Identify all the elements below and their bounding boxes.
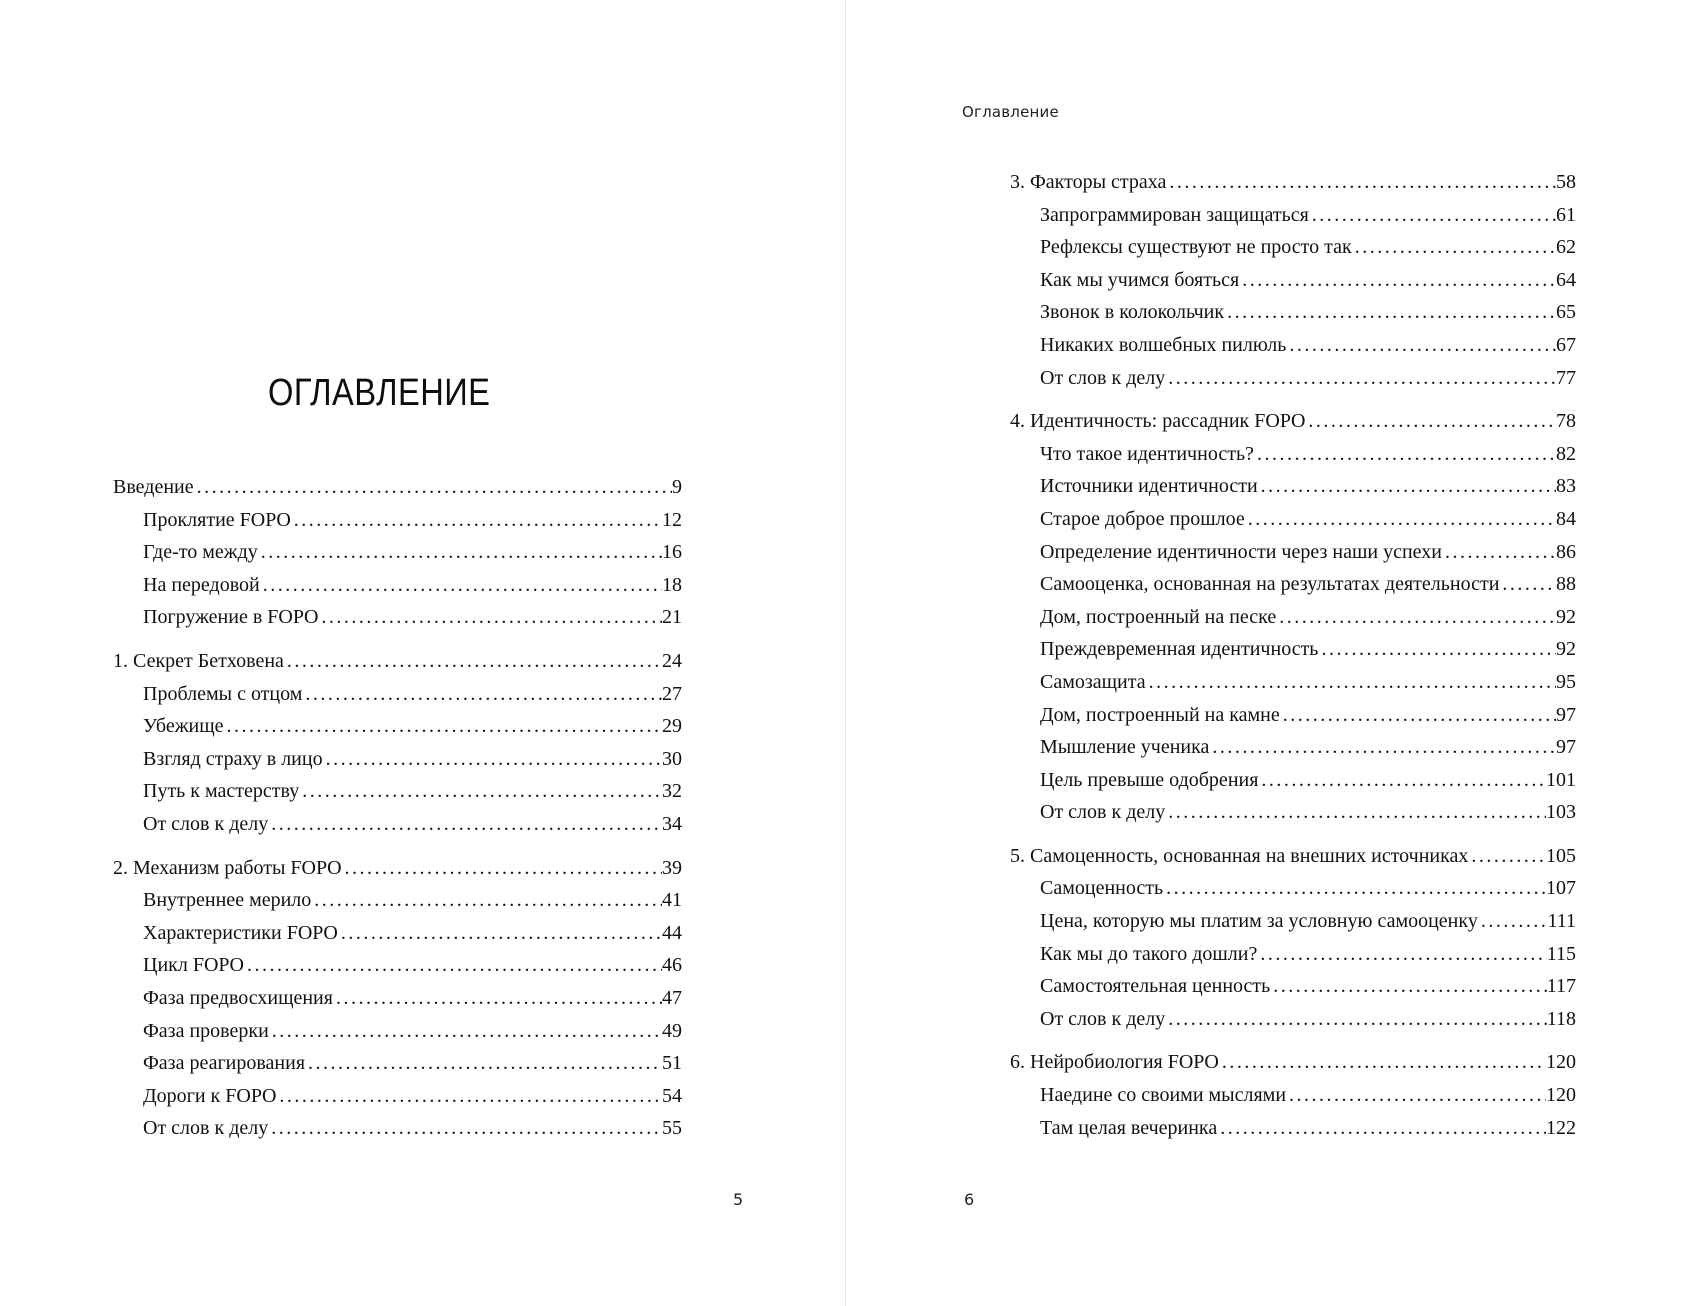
toc-dot-leader xyxy=(1239,264,1556,297)
toc-entry-title: Введение xyxy=(113,476,194,498)
toc-section-entry xyxy=(113,710,682,743)
toc-entry-page-number: 24 xyxy=(662,649,682,672)
toc-entry-page-number: 117 xyxy=(1546,975,1576,998)
toc-entry-page-number: 47 xyxy=(662,986,682,1009)
toc-dot-leader xyxy=(1442,536,1556,569)
toc-entry-page-number: 78 xyxy=(1556,410,1576,433)
toc-dot-leader xyxy=(268,808,662,841)
toc-dot-leader xyxy=(1219,1046,1546,1079)
toc-entry-title: Проблемы с отцом xyxy=(143,682,303,705)
toc-entry-title: Фаза реагирования xyxy=(143,1052,306,1075)
toc-section-entry xyxy=(113,678,682,711)
toc-entry-title: Путь к мастерству xyxy=(143,780,300,803)
toc-title: ОГЛАВЛЕНИЕ xyxy=(268,372,491,414)
toc-entry-title: Преждевременная идентичность xyxy=(1040,638,1319,661)
toc-entry-page-number: 51 xyxy=(662,1052,682,1075)
toc-section-entry xyxy=(113,1015,682,1048)
page-number: 6 xyxy=(964,1190,975,1209)
toc-section-entry xyxy=(113,949,682,982)
toc-dot-leader xyxy=(1224,296,1556,329)
toc-entry-title: 3. Факторы страха xyxy=(1010,171,1167,193)
toc-section-entry xyxy=(1010,199,1576,232)
toc-entry-title: Убежище xyxy=(143,715,224,738)
toc-dot-leader xyxy=(342,852,662,885)
toc-dot-leader xyxy=(1258,470,1556,503)
toc-entry-page-number: 105 xyxy=(1546,844,1576,867)
toc-entry-page-number: 115 xyxy=(1546,942,1576,965)
toc-section-entry xyxy=(1010,633,1576,666)
toc-dot-leader xyxy=(1258,764,1546,797)
toc-dot-leader xyxy=(1280,699,1556,732)
toc-section-entry xyxy=(113,775,682,808)
toc-entry-page-number: 101 xyxy=(1546,768,1576,791)
toc-section-entry xyxy=(113,601,682,634)
toc-dot-leader xyxy=(276,1080,662,1113)
toc-dot-leader xyxy=(1245,503,1556,536)
toc-dot-leader xyxy=(1499,568,1556,601)
toc-entry-page-number: 21 xyxy=(662,606,682,629)
toc-entry-page-number: 77 xyxy=(1556,366,1576,389)
toc-entry-title: Никаких волшебных пилюль xyxy=(1040,333,1287,356)
toc-entry-title: От слов к делу xyxy=(143,1117,269,1140)
toc-entry-title: Дом, построенный на песке xyxy=(1040,605,1277,628)
toc-section-entry xyxy=(1010,1079,1576,1112)
toc-entry-page-number: 65 xyxy=(1556,301,1576,324)
toc-dot-leader xyxy=(1309,199,1556,232)
toc-dot-leader xyxy=(1165,362,1556,395)
toc-entry-page-number: 12 xyxy=(662,508,682,531)
right-page xyxy=(846,0,1691,1306)
toc-section-entry xyxy=(1010,438,1576,471)
toc-entry-page-number: 67 xyxy=(1556,333,1576,356)
toc-entry-page-number: 95 xyxy=(1556,670,1576,693)
toc-entry-page-number: 82 xyxy=(1556,442,1576,465)
toc-section-entry xyxy=(113,536,682,569)
toc-section-entry xyxy=(1010,231,1576,264)
toc-dot-leader xyxy=(1318,633,1556,666)
toc-dot-leader xyxy=(244,949,662,982)
toc-section-entry xyxy=(1010,699,1576,732)
toc-dot-leader xyxy=(1209,731,1556,764)
toc-entry-title: 5. Самоценность, основанная на внешних источниках xyxy=(1010,844,1469,867)
toc-section-entry xyxy=(113,569,682,602)
toc-chapter-entry xyxy=(1010,1046,1576,1079)
toc-dot-leader xyxy=(268,1112,662,1145)
toc-entry-title: 4. Идентичность: рассадник FOPO xyxy=(1010,410,1306,433)
toc-section-entry xyxy=(1010,666,1576,699)
toc-section-entry xyxy=(113,1112,682,1145)
toc-entry-title: От слов к делу xyxy=(1040,366,1166,389)
toc-section-entry xyxy=(113,743,682,776)
toc-entry-title: Запрограммирован защищаться xyxy=(1040,203,1309,226)
toc-dot-leader xyxy=(1286,329,1556,362)
toc-section-entry xyxy=(1010,1112,1576,1145)
toc-dot-leader xyxy=(333,982,662,1015)
toc-section-entry xyxy=(1010,264,1576,297)
toc-entry-page-number: 84 xyxy=(1556,507,1576,530)
toc-dot-leader xyxy=(260,569,662,602)
toc-entry-page-number: 44 xyxy=(662,921,682,944)
toc-dot-leader xyxy=(338,917,662,950)
page-number: 5 xyxy=(733,1190,744,1209)
toc-dot-leader xyxy=(318,601,662,634)
toc-entry-title: От слов к делу xyxy=(1040,801,1166,824)
toc-section-entry xyxy=(113,917,682,950)
toc-entry-page-number: 92 xyxy=(1556,605,1576,628)
toc-dot-leader xyxy=(224,710,663,743)
toc-entry-page-number: 92 xyxy=(1556,638,1576,661)
toc-entry-page-number: 86 xyxy=(1556,540,1576,563)
toc-chapter-entry xyxy=(1010,166,1576,199)
toc-section-entry xyxy=(1010,796,1576,829)
toc-section-entry xyxy=(1010,329,1576,362)
toc-list-right xyxy=(1010,166,1576,1144)
left-page xyxy=(0,0,845,1306)
toc-dot-leader xyxy=(1478,905,1548,938)
toc-dot-leader xyxy=(302,678,662,711)
toc-entry-title: Что такое идентичность? xyxy=(1040,442,1254,465)
toc-section-entry xyxy=(1010,1003,1576,1036)
toc-entry-title: Определение идентичности через наши успехи xyxy=(1040,540,1442,563)
toc-entry-page-number: 111 xyxy=(1547,910,1576,933)
toc-chapter-entry xyxy=(113,471,682,504)
toc-entry-page-number: 9 xyxy=(672,476,682,498)
toc-entry-title: Самооценка, основанная на результатах деятельности xyxy=(1040,573,1500,596)
toc-entry-title: Наедине со своими мыслями xyxy=(1040,1084,1287,1107)
toc-entry-page-number: 83 xyxy=(1556,475,1576,498)
toc-dot-leader xyxy=(1146,666,1556,699)
toc-entry-title: Характеристики FOPO xyxy=(143,921,338,944)
toc-entry-title: Как мы до такого дошли? xyxy=(1040,942,1258,965)
toc-entry-title: Источники идентичности xyxy=(1040,475,1258,498)
toc-chapter-entry xyxy=(1010,840,1576,873)
toc-entry-title: Самостоятельная ценность xyxy=(1040,975,1271,998)
toc-dot-leader xyxy=(299,775,662,808)
toc-entry-title: Дороги к FOPO xyxy=(143,1084,277,1107)
toc-entry-title: Рефлексы существуют не просто так xyxy=(1040,236,1352,259)
toc-dot-leader xyxy=(323,743,662,776)
toc-section-entry xyxy=(1010,296,1576,329)
toc-dot-leader xyxy=(269,1015,662,1048)
toc-entry-page-number: 120 xyxy=(1546,1051,1576,1074)
toc-entry-page-number: 122 xyxy=(1546,1116,1576,1139)
toc-entry-title: 1. Секрет Бетховена xyxy=(113,649,284,672)
toc-entry-page-number: 120 xyxy=(1546,1084,1576,1107)
toc-section-entry xyxy=(113,504,682,537)
toc-entry-page-number: 88 xyxy=(1556,573,1576,596)
toc-entry-page-number: 64 xyxy=(1556,268,1576,291)
toc-entry-title: Цель превыше одобрения xyxy=(1040,768,1259,791)
toc-section-entry xyxy=(1010,872,1576,905)
toc-section-entry xyxy=(1010,568,1576,601)
toc-dot-leader xyxy=(1163,872,1546,905)
toc-entry-title: От слов к делу xyxy=(1040,1007,1166,1030)
toc-dot-leader xyxy=(1286,1079,1546,1112)
toc-section-entry xyxy=(1010,503,1576,536)
toc-entry-title: Самозащита xyxy=(1040,670,1146,693)
toc-dot-leader xyxy=(1254,438,1556,471)
toc-entry-title: Взгляд страху в лицо xyxy=(143,747,323,770)
toc-entry-title: 6. Нейробиология FOPO xyxy=(1010,1051,1219,1074)
toc-entry-page-number: 49 xyxy=(662,1019,682,1042)
toc-entry-title: 2. Механизм работы FOPO xyxy=(113,856,342,879)
toc-entry-page-number: 62 xyxy=(1556,236,1576,259)
toc-chapter-entry xyxy=(113,852,682,885)
toc-entry-title: Самоценность xyxy=(1040,877,1164,900)
toc-dot-leader xyxy=(258,536,662,569)
toc-entry-page-number: 103 xyxy=(1546,801,1576,824)
toc-entry-page-number: 27 xyxy=(662,682,682,705)
toc-dot-leader xyxy=(1468,840,1546,873)
toc-entry-page-number: 30 xyxy=(662,747,682,770)
toc-entry-title: Цикл FOPO xyxy=(143,954,244,977)
toc-dot-leader xyxy=(1270,970,1546,1003)
toc-dot-leader xyxy=(1165,796,1546,829)
toc-section-entry xyxy=(1010,731,1576,764)
toc-dot-leader xyxy=(311,884,662,917)
toc-dot-leader xyxy=(1166,166,1556,199)
toc-entry-title: Фаза проверки xyxy=(143,1019,269,1042)
toc-entry-title: Старое доброе прошлое xyxy=(1040,507,1245,530)
toc-entry-title: Внутреннее мерило xyxy=(143,889,312,912)
toc-entry-title: Дом, построенный на камне xyxy=(1040,703,1280,726)
toc-section-entry xyxy=(113,884,682,917)
toc-dot-leader xyxy=(305,1047,662,1080)
toc-entry-title: Цена, которую мы платим за условную самооценку xyxy=(1040,910,1478,933)
toc-dot-leader xyxy=(1165,1003,1547,1036)
toc-entry-title: Проклятие FOPO xyxy=(143,508,291,531)
toc-dot-leader xyxy=(1276,601,1556,634)
toc-entry-title: Звонок в колокольчик xyxy=(1040,301,1225,324)
toc-entry-page-number: 118 xyxy=(1546,1007,1576,1030)
toc-entry-page-number: 55 xyxy=(662,1117,682,1140)
toc-section-entry xyxy=(113,1080,682,1113)
toc-entry-page-number: 97 xyxy=(1556,736,1576,759)
toc-entry-page-number: 39 xyxy=(662,856,682,879)
toc-entry-title: Там целая вечеринка xyxy=(1040,1116,1218,1139)
toc-section-entry xyxy=(1010,601,1576,634)
toc-dot-leader xyxy=(1305,405,1556,438)
toc-section-entry xyxy=(113,982,682,1015)
toc-entry-page-number: 46 xyxy=(662,954,682,977)
toc-dot-leader xyxy=(194,471,672,504)
toc-section-entry xyxy=(1010,536,1576,569)
toc-entry-page-number: 107 xyxy=(1546,877,1576,900)
toc-entry-page-number: 97 xyxy=(1556,703,1576,726)
toc-entry-title: Где-то между xyxy=(143,541,258,564)
running-head: Оглавление xyxy=(962,103,1059,121)
toc-dot-leader xyxy=(1352,231,1556,264)
toc-entry-page-number: 18 xyxy=(662,573,682,596)
toc-entry-page-number: 54 xyxy=(662,1084,682,1107)
toc-entry-page-number: 16 xyxy=(662,541,682,564)
toc-dot-leader xyxy=(284,645,662,678)
toc-section-entry xyxy=(113,808,682,841)
toc-section-entry xyxy=(1010,470,1576,503)
toc-entry-page-number: 32 xyxy=(662,780,682,803)
toc-dot-leader xyxy=(1217,1112,1546,1145)
toc-dot-leader xyxy=(1257,938,1546,971)
toc-entry-title: Фаза предвосхищения xyxy=(143,986,333,1009)
toc-section-entry xyxy=(113,1047,682,1080)
toc-entry-page-number: 34 xyxy=(662,812,682,835)
toc-entry-title: Как мы учимся бояться xyxy=(1040,268,1240,291)
toc-entry-title: На передовой xyxy=(143,573,260,596)
toc-section-entry xyxy=(1010,938,1576,971)
toc-entry-title: Мышление ученика xyxy=(1040,736,1210,759)
toc-section-entry xyxy=(1010,362,1576,395)
toc-chapter-entry xyxy=(1010,405,1576,438)
toc-dot-leader xyxy=(291,504,662,537)
toc-entry-page-number: 29 xyxy=(662,715,682,738)
toc-list-left xyxy=(113,471,682,1145)
toc-entry-title: От слов к делу xyxy=(143,812,269,835)
toc-entry-page-number: 61 xyxy=(1556,203,1576,226)
toc-section-entry xyxy=(1010,764,1576,797)
toc-entry-page-number: 41 xyxy=(662,889,682,912)
toc-section-entry xyxy=(1010,905,1576,938)
toc-entry-page-number: 58 xyxy=(1556,171,1576,193)
toc-entry-title: Погружение в FOPO xyxy=(143,606,319,629)
toc-chapter-entry xyxy=(113,645,682,678)
toc-section-entry xyxy=(1010,970,1576,1003)
